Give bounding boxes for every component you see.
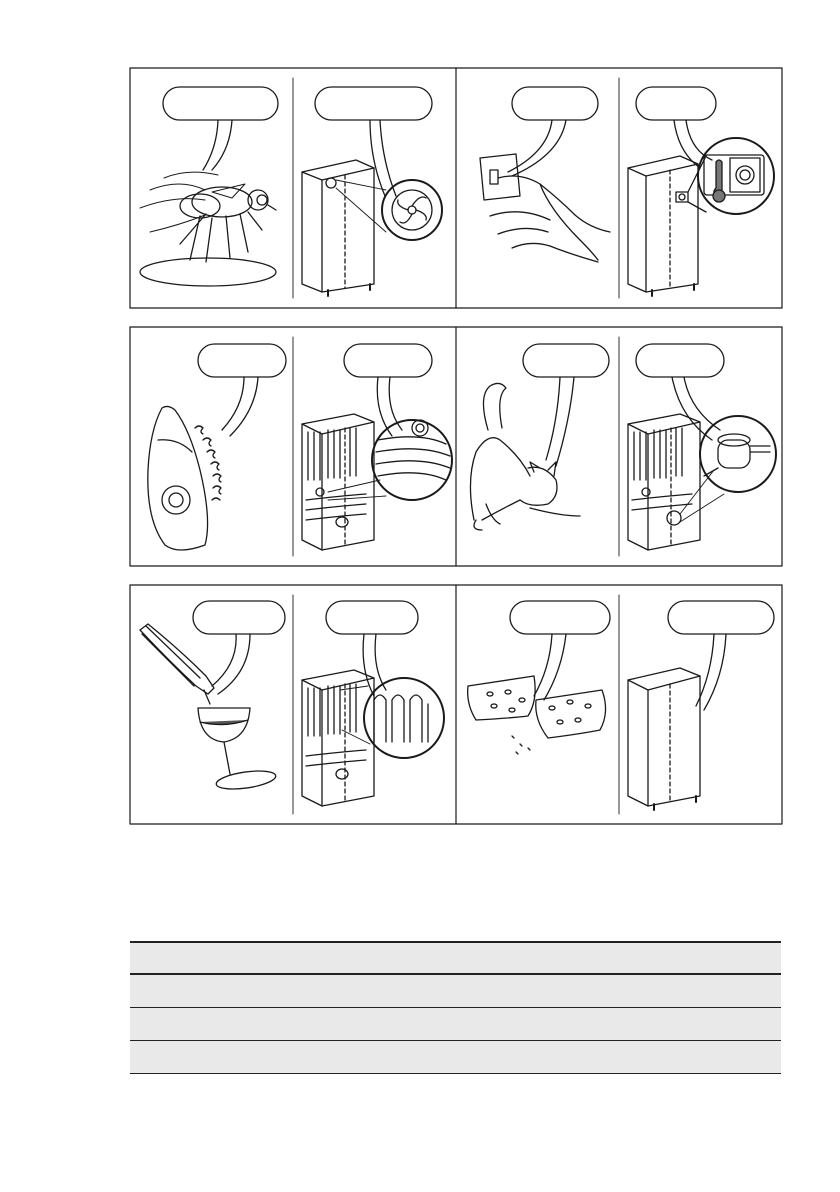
speech-bubble xyxy=(163,87,278,120)
steam-iron-icon xyxy=(148,406,221,550)
cracker-panel xyxy=(468,601,610,754)
speech-bubble xyxy=(510,601,610,634)
table-row xyxy=(130,975,781,1008)
thermostat-panel xyxy=(628,87,774,296)
coil-panel xyxy=(302,344,452,550)
shaded-table xyxy=(130,941,781,1074)
iron-panel xyxy=(148,344,286,550)
switch-panel xyxy=(480,87,610,262)
speech-bubble xyxy=(668,601,774,634)
cat-panel xyxy=(470,344,609,530)
cabinet-panel xyxy=(628,601,774,810)
thermostat-icon xyxy=(676,138,774,214)
fan-panel xyxy=(302,87,442,296)
hand-switch-icon xyxy=(480,154,610,262)
fridge-back-outline xyxy=(628,414,700,550)
row-2-frame xyxy=(130,327,782,566)
fly-icon xyxy=(140,172,276,286)
page-footer xyxy=(0,1182,840,1192)
table-header-row xyxy=(130,941,781,975)
speech-bubble xyxy=(193,601,285,634)
bubble-pointer xyxy=(212,120,232,170)
speech-bubble xyxy=(523,344,609,377)
wine-panel xyxy=(140,601,285,792)
cabinet-icon xyxy=(628,668,700,810)
condenser-coil-icon xyxy=(328,420,452,500)
speech-bubble xyxy=(326,601,418,634)
speech-bubble xyxy=(344,344,432,377)
fly-panel xyxy=(140,87,278,286)
compressor-panel xyxy=(628,344,776,550)
compressor-icon xyxy=(667,416,776,525)
fridge-outline xyxy=(628,156,698,296)
speech-bubble xyxy=(512,87,598,120)
cat-icon xyxy=(470,383,580,530)
speech-bubble xyxy=(315,87,432,120)
fridge-back-outline xyxy=(302,414,374,550)
cracker-icon xyxy=(468,676,606,754)
speech-bubble xyxy=(636,344,724,377)
table-row xyxy=(130,1008,781,1041)
table-row xyxy=(130,1041,781,1074)
speech-bubble xyxy=(636,87,716,120)
fan-icon xyxy=(326,178,442,240)
wine-pour-icon xyxy=(140,624,277,792)
tubes-panel xyxy=(302,601,444,806)
speech-bubble xyxy=(198,344,286,377)
fridge-back-outline xyxy=(302,670,374,806)
